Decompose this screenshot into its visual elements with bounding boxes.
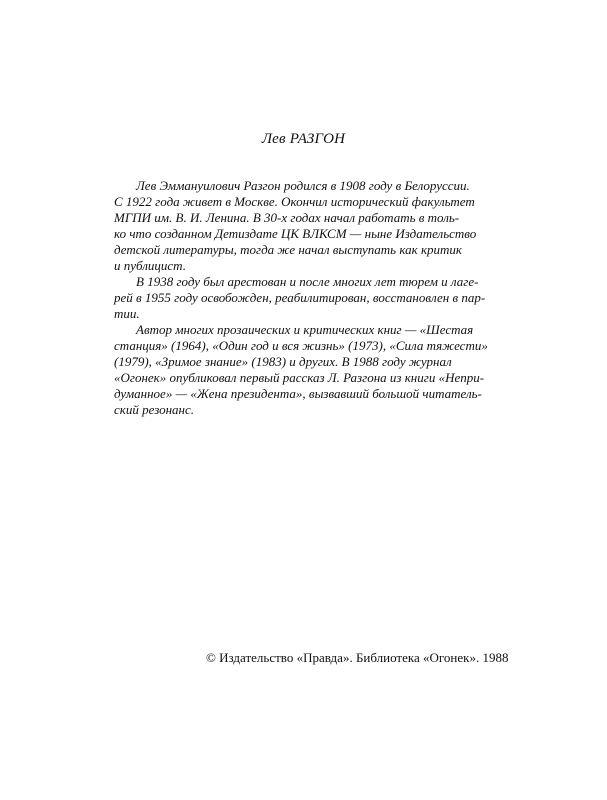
bio-line: детской литературы, тогда же начал выступать как критик — [114, 242, 462, 257]
bio-line: и публицист. — [114, 258, 186, 273]
bio-line: рей в 1955 году освобожден, реабилитирован, восстановлен в пар- — [114, 290, 486, 305]
bio-line: Автор многих прозаических и критических книг — «Шестая — [136, 322, 474, 337]
author-title: Лев РАЗГОН — [261, 131, 346, 147]
bio-line: станция» (1964), «Один год и вся жизнь» (1973), «Сила тяжести» — [114, 338, 488, 353]
author-biography — [114, 178, 488, 418]
bio-line: С 1922 года живет в Москве. Окончил исторический факультет — [114, 194, 475, 209]
bio-line: (1979), «Зримое знание» (1983) и других. В 1988 году журнал — [114, 354, 452, 369]
bio-line: «Огонек» опубликовал первый рассказ Л. Разгона из книги «Непри- — [114, 370, 485, 385]
bio-line: Лев Эммануилович Разгон родился в 1908 году в Белоруссии. — [136, 178, 470, 193]
bio-line: тии. — [114, 306, 140, 321]
bio-line: думанное» — «Жена президента», вызвавший большой читатель- — [114, 386, 482, 401]
bio-line: МГПИ им. В. И. Ленина. В 30-х годах начал работать в толь- — [114, 210, 460, 225]
bio-line: ский резонанс. — [114, 402, 195, 417]
bio-line: ко что созданном Детиздате ЦК ВЛКСМ — ныне Издательство — [114, 226, 477, 241]
bio-line: В 1938 году был арестован и после многих лет тюрем и лаге- — [136, 274, 479, 289]
copyright-notice: © Издательство «Правда». Библиотека «Огонек». 1988 — [206, 650, 509, 665]
